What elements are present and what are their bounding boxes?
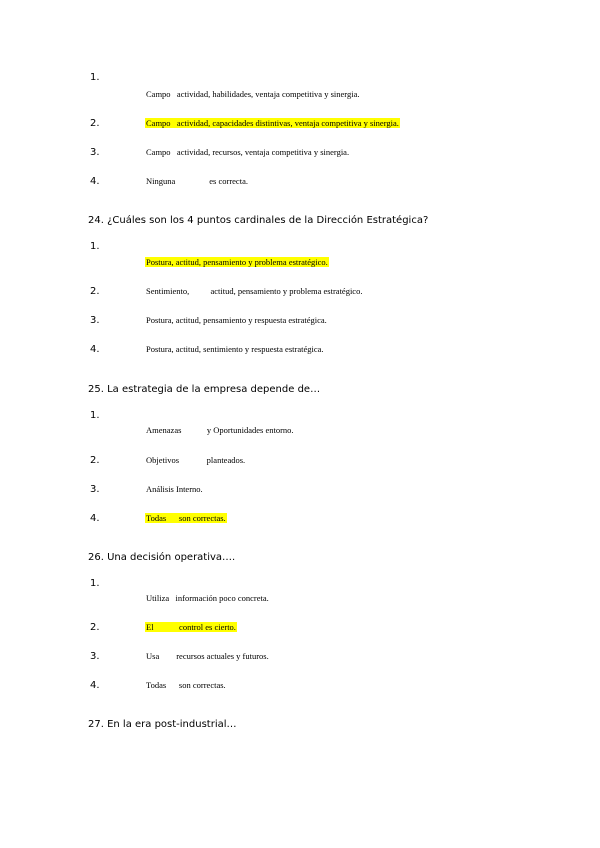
question-title: 26. Una decisión operativa…. [88, 552, 236, 563]
option-text: Todas son correctas. [146, 680, 226, 690]
option-number: 1. [90, 72, 100, 83]
option-text: Postura, actitud, sentimiento y respuesta estratégica. [146, 344, 324, 354]
option-text-highlighted: El control es cierto. [146, 622, 236, 632]
option-text: Ninguna es correcta. [146, 176, 248, 186]
option-text: Sentimiento, actitud, pensamiento y problema estratégico. [146, 286, 363, 296]
option-number: 4. [90, 344, 100, 355]
option-text: Campo actividad, recursos, ventaja competitiva y sinergia. [146, 147, 350, 157]
question-title: 24. ¿Cuáles son los 4 puntos cardinales de la Dirección Estratégica? [88, 215, 429, 226]
option-text: Campo actividad, habilidades, ventaja competitiva y sinergia. [146, 89, 360, 99]
option-text: Objetivos planteados. [146, 455, 246, 465]
option-number: 2. [90, 455, 100, 466]
option-number: 1. [90, 578, 100, 589]
option-text-highlighted: Campo actividad, capacidades distintivas, ventaja competitiva y sinergia. [146, 118, 399, 128]
option-text: Amenazas y Oportunidades entorno. [146, 425, 294, 435]
option-number: 4. [90, 680, 100, 691]
option-text: Postura, actitud, pensamiento y respuesta estratégica. [146, 315, 327, 325]
option-number: 4. [90, 513, 100, 524]
option-number: 2. [90, 622, 100, 633]
option-number: 3. [90, 651, 100, 662]
option-number: 2. [90, 286, 100, 297]
option-text: Análisis Interno. [146, 484, 203, 494]
question-title: 25. La estrategia de la empresa depende de… [88, 384, 321, 395]
option-text: Utiliza información poco concreta. [146, 593, 269, 603]
question-title: 27. En la era post-industrial… [88, 719, 237, 730]
option-number: 1. [90, 241, 100, 252]
option-number: 3. [90, 315, 100, 326]
option-number: 2. [90, 118, 100, 129]
option-text: Usa recursos actuales y futuros. [146, 651, 269, 661]
option-text-highlighted: Postura, actitud, pensamiento y problema estratégico. [146, 257, 328, 267]
option-number: 3. [90, 484, 100, 495]
option-number: 4. [90, 176, 100, 187]
option-number: 3. [90, 147, 100, 158]
option-number: 1. [90, 410, 100, 421]
option-text-highlighted: Todas son correctas. [146, 513, 226, 523]
